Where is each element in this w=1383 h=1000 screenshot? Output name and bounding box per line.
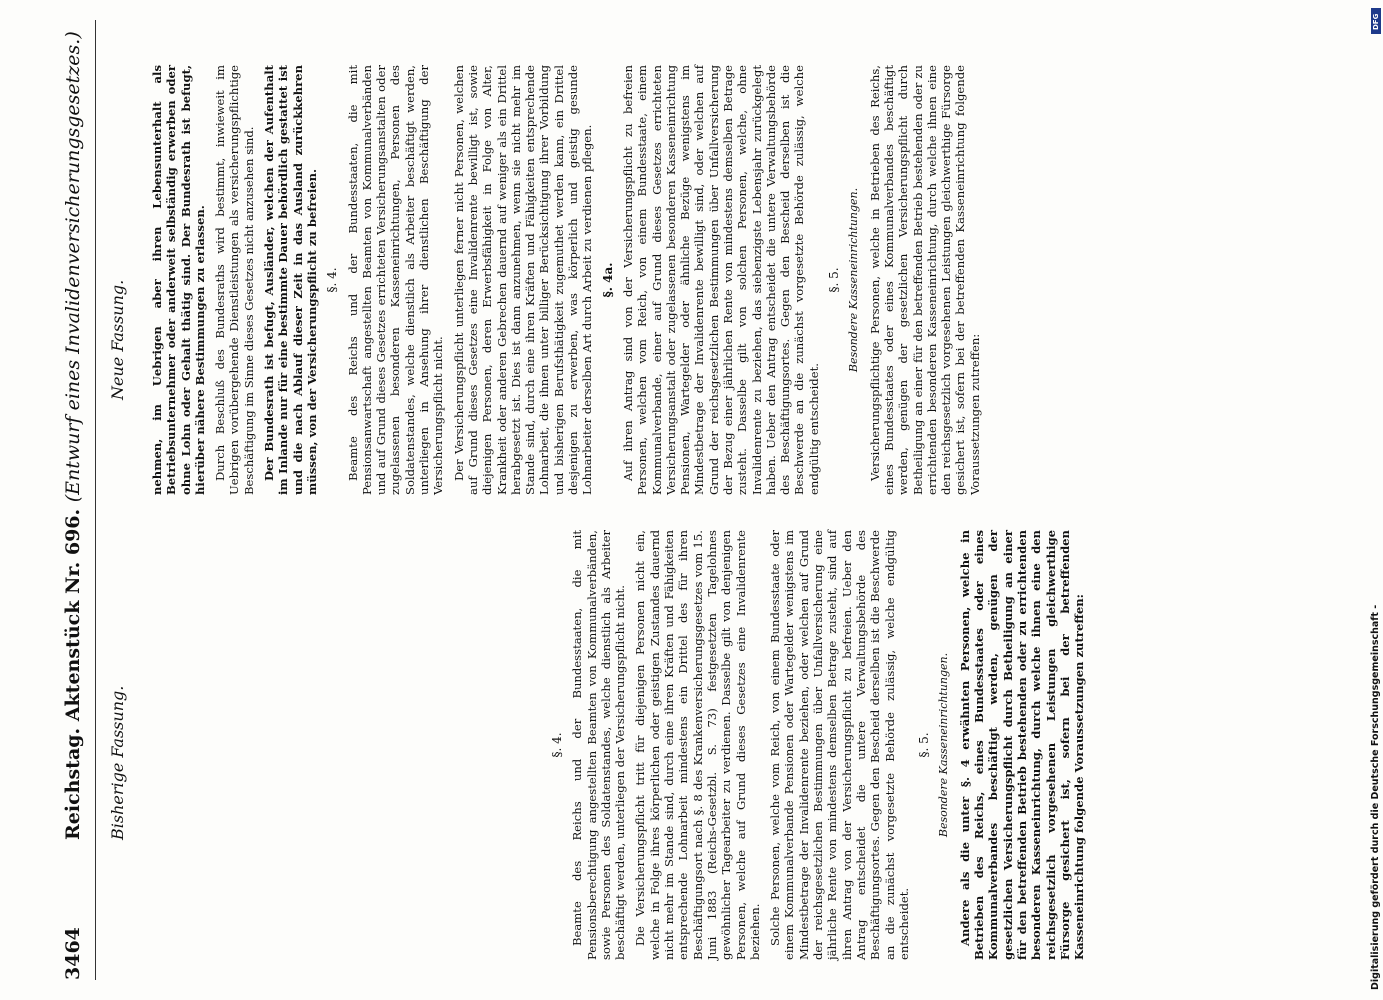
right-s5-subheading: Besondere Kasseneinrichtungen. [847, 187, 861, 373]
right-s4a-heading: §. 4a. [600, 262, 615, 298]
dfg-logo [1371, 8, 1381, 34]
header-title-group [62, 31, 84, 840]
left-s4-p1: Beamte des Reichs und der Bundesstaaten, die mit Pensionsberechtigung angestellten Beamten von Kommunalverbänden, sowie Personen des Soldatenstandes, welche dienstlich als Arbeiter beschäftigt werden, unterliegen der Versicherungspflicht nicht. [570, 530, 628, 960]
right-s4a-p1: Auf ihren Antrag sind von der Versicherungspflicht zu befreien Personen, welchen vom Reich, von einem Bundesstaate, einem Kommunalverbande, einer auf Grund dieses Gesetzes errichteten Versicherungsanstalt oder zugelassenen besonderen Kasseneinrichtung Pensionen, Wartegelder oder ähnliche Bezüge wenigstens im Mindestbetrage der Invalidenrente bewilligt sind, oder welchen auf Grund der reichsgesetzlichen Bestimmungen über Unfallversicherung der Bezug einer jährlichen Rente von mindestens demselben Betrage zusteht. Dasselbe gilt von solchen Personen, welche, ohne Invalidenrente zu beziehen, das siebenzigste Lebensjahr zurückgelegt haben. Ueber den Antrag entscheidet die untere Verwaltungsbehörde des Beschäftigungsortes. Gegen den Bescheid derselben ist die Beschwerde an die zunächst vorgesetzte Behörde zulässig, welche endgültig entscheidet. [620, 65, 821, 495]
credit-text: Digitalisierung gefördert durch die Deutsche Forschungsgemeinschaft - [1370, 604, 1381, 990]
right-cont-p1: nehmen, im Uebrigen aber ihren Lebensunterhalt als Betriebsunternehmer oder anderweit selbständig erwerben oder ohne Lohn oder Gehalt thätig sind. Der Bundesrath ist befugt, hierüber nähere Bestimmungen zu erlassen. [150, 65, 207, 495]
right-s4-p2: Der Versicherungspflicht unterliegen ferner nicht Personen, welchen auf Grund dieses Gesetzes eine Invalidenrente bewilligt ist, sowie diejenigen Personen, deren Erwerbsfähigkeit in Folge von Alter, Krankheit oder anderen Gebrechen dauernd auf weniger als ein Drittel herabgesetzt ist. Dies ist dann anzunehmen, wenn sie nicht mehr im Stande sind, durch eine ihren Kräften und Fähigkeiten entsprechende Lohnarbeit, die ihnen unter billiger Berücksichtigung ihrer Vorbildung und bisherigen Berufsthätigkeit zugemuthet werden kann, ein Drittel desjenigen zu erwerben, was körperlich und geistig gesunde Lohnarbeiter derselben Art durch Arbeit zu verdienen pflegen. [451, 65, 595, 495]
left-s5-p1: Andere als die unter §. 4 erwähnten Personen, welche in Betrieben des Reichs, eines Bundesstaates oder eines Kommunalverbandes beschäftigt werden, genügen der gesetzlichen Versicherungspflicht durch Betheiligung an einer für den betreffenden Betrieb bestehenden oder zu errichtenden besonderen Kasseneinrichtung, durch welche ihnen eine den reichsgesetzlich vorgesehenen Leistungen gleichwerthige Fürsorge gesichert ist, sofern bei der betreffenden Kasseneinrichtung folgende Voraussetzungen zutreffen: [957, 530, 1087, 960]
left-s5-subheading: Besondere Kasseneinrichtungen. [937, 652, 951, 838]
left-s4-p3: Solche Personen, welche vom Reich, von einem Bundesstaate oder einem Kommunalverbande Pensionen oder Wartegelder wenigstens im Mindestbetrage der Invalidenrente beziehen, oder welchen auf Grund der reichsgesetzlichen Bestimmungen über Unfallversicherung eine jährliche Rente von mindestens demselben Betrage zusteht, sind auf ihren Antrag von der Versicherungspflicht zu befreien. Ueber den Antrag entscheidet die untere Verwaltungsbehörde des Beschäftigungsortes. Gegen den Bescheid derselben ist die Beschwerde an die zunächst vorgesetzte Behörde zulässig, welche endgültig entscheidet. [768, 530, 911, 960]
right-s4-heading: §. 4. [325, 267, 340, 293]
right-s5-heading: §. 5. [827, 267, 842, 293]
page-number: 3464 [62, 927, 84, 980]
left-column-title: Bisherige Fassung. [108, 685, 127, 840]
digitization-credit [1370, 10, 1380, 990]
dfg-badge-text: DFG [1372, 13, 1380, 30]
header-rule [95, 20, 96, 980]
left-s5-heading: §. 5. [917, 732, 932, 758]
right-column [150, 65, 988, 495]
left-s4-p2: Die Versicherungspflicht tritt für diejenigen Personen nicht ein, welche in Folge ihres körperlichen oder geistigen Zustandes dauernd nicht mehr im Stande sind, durch eine ihren Kräften und Fähigkeiten entsprechende Lohnarbeit mindestens ein Drittel des für ihren Beschäftigungsort nach §. 8 des Krankenversicherungsgesetzes vom 15. Juni 1883 (Reichs-Gesetzbl. S. 73) festgesetzten Tagelohnes gewöhnlicher Tagearbeiter zu verdienen. Dasselbe gilt von denjenigen Personen, welche auf Grund dieses Gesetzes eine Invalidenrente beziehen. [633, 530, 762, 960]
header-subtitle: (Entwurf eines Invalidenversicherungsgesetzes.) [62, 31, 84, 503]
page-header [62, 20, 92, 980]
right-cont-p3: Der Bundesrath ist befugt, Ausländer, welchen der Aufenthalt im Inlande nur für eine bestimmte Dauer behördlich gestattet ist und die nach Ablauf dieser Zeit in das Ausland zurückkehren müssen, von der Versicherungspflicht zu befreien. [262, 65, 319, 495]
left-column-blank [140, 530, 550, 960]
right-s4-p1: Beamte des Reichs und der Bundesstaaten, die mit Pensionsanwartschaft angestellten Beamten von Kommunalverbänden und auf Grund dieses Gesetzes errichteten Versicherungsanstalten oder zugelassenen besonderen Kasseneinrichtungen, Personen des Soldatenstandes, welche dienstlich als Arbeiter beschäftigt werden, unterliegen in Ansehung ihrer dienstlichen Beschäftigung der Versicherungspflicht nicht. [345, 65, 446, 495]
right-s5-p1: Versicherungspflichtige Personen, welche in Betrieben des Reichs, eines Bundesstaates oder eines Kommunalverbandes beschäftigt werden, genügen der gesetzlichen Versicherungspflicht durch Betheiligung an einer für den betreffenden Betrieb bestehenden oder zu errichtenden besonderen Kasseneinrichtung, durch welche ihnen eine den reichsgesetzlich vorgesehenen Leistungen gleichwerthige Fürsorge gesichert ist, sofern bei der betreffenden Kasseneinrichtung folgende Voraussetzungen zutreffen: [867, 65, 982, 495]
left-s4-heading: §. 4. [550, 732, 564, 758]
left-column [140, 530, 1092, 960]
header-title: Reichstag. Aktenstück Nr. 696. [62, 508, 84, 840]
right-column-title: Neue Fassung. [108, 279, 127, 400]
right-cont-p2: Durch Beschluß des Bundesraths wird bestimmt, inwieweit im Uebrigen vorübergehende Dienstleistungen als versicherungspflichtige Beschäftigung im Sinne dieses Gesetzes nicht anzusehen sind. [213, 65, 256, 495]
